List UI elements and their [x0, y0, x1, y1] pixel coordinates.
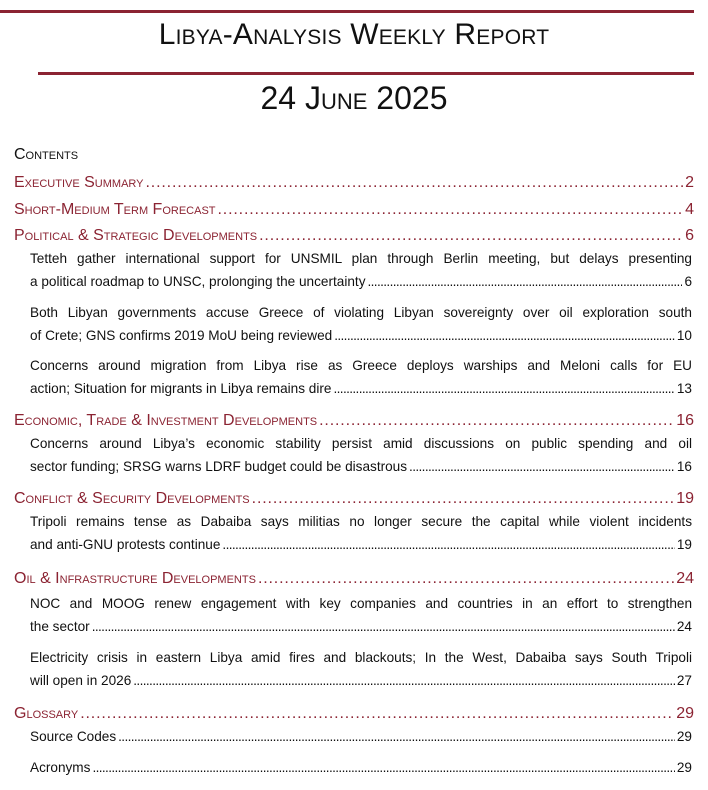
toc-entry-first-line[interactable]: Concerns around Libya’s economic stability persist amid discussions on public spending and oil — [30, 436, 692, 451]
toc-glossary[interactable] — [14, 705, 694, 723]
toc-leader — [133, 673, 675, 688]
toc-leader — [218, 201, 684, 219]
toc-entry-first-line[interactable]: Both Libyan governments accuse Greece of violating Libyan sovereignty over oil exploration south — [30, 305, 692, 320]
toc-oil[interactable] — [14, 570, 694, 588]
toc-leader — [334, 328, 675, 343]
toc-forecast[interactable] — [14, 201, 694, 219]
toc-entry[interactable] — [30, 619, 692, 634]
toc-source-codes[interactable] — [30, 729, 692, 744]
toc-page-number: 4 — [685, 201, 694, 218]
toc-leader — [409, 459, 675, 474]
toc-political[interactable] — [14, 227, 694, 245]
toc-page-number: 2 — [685, 174, 694, 191]
report-date: 24 June 2025 — [260, 80, 448, 116]
toc-page-number: 13 — [676, 381, 692, 396]
toc-entry-first-line[interactable]: Tetteh gather international support for UNSMIL plan through Berlin meeting, but delays presenting — [30, 251, 692, 266]
toc-entry[interactable] — [30, 328, 692, 343]
toc-entry-first-line[interactable]: Tripoli remains tense as Dabaiba says militias no longer secure the capital while violent incidents — [30, 514, 692, 529]
toc-leader — [333, 381, 674, 396]
toc-entry-label: Source Codes — [30, 729, 117, 744]
toc-page-number: 29 — [676, 760, 692, 775]
toc-section-label: Short-Medium Term Forecast — [14, 201, 216, 218]
toc-page-number: 16 — [676, 459, 692, 474]
toc-economic[interactable] — [14, 412, 694, 430]
toc-leader — [368, 274, 683, 289]
toc-leader — [92, 760, 674, 775]
toc-page-number: 19 — [676, 537, 692, 552]
toc-section-label: Executive Summary — [14, 174, 144, 191]
toc-leader — [118, 729, 675, 744]
toc-leader — [222, 537, 674, 552]
toc-leader — [258, 570, 674, 588]
toc-page-number: 10 — [676, 328, 692, 343]
toc-entry-first-line[interactable]: Concerns around migration from Libya rise as Greece deploys warships and Meloni calls for EU — [30, 358, 692, 373]
toc-section-label: Economic, Trade & Investment Developments — [14, 412, 318, 429]
toc-acronyms[interactable] — [30, 760, 692, 775]
toc-page-number: 29 — [676, 705, 694, 722]
toc-page-number: 6 — [684, 274, 692, 289]
toc-section-label: Oil & Infrastructure Developments — [14, 570, 256, 587]
toc-entry-label: the sector — [30, 619, 90, 634]
toc-entry[interactable] — [30, 459, 692, 474]
toc-leader — [80, 705, 674, 723]
top-rule — [0, 10, 694, 13]
report-title: Libya-Analysis Weekly Report — [158, 18, 550, 51]
toc-page-number: 6 — [685, 227, 694, 244]
toc-page-number: 24 — [676, 619, 692, 634]
toc-entry-label: a political roadmap to UNSC, prolonging the uncertainty — [30, 274, 366, 289]
toc-page-number: 29 — [676, 729, 692, 744]
toc-entry-label: of Crete; GNS confirms 2019 MoU being reviewed — [30, 328, 333, 343]
toc-leader — [92, 619, 675, 634]
toc-leader — [259, 227, 683, 245]
toc-page-number: 24 — [676, 570, 694, 587]
toc-entry[interactable] — [30, 673, 692, 688]
toc-entry-label: action; Situation for migrants in Libya remains dire — [30, 381, 332, 396]
toc-section-label: Political & Strategic Developments — [14, 227, 258, 244]
toc-executive-summary[interactable] — [14, 174, 694, 192]
toc-section-label: Conflict & Security Developments — [14, 490, 250, 507]
toc-page-number: 27 — [676, 673, 692, 688]
toc-section-label: Glossary — [14, 705, 79, 722]
toc-conflict[interactable] — [14, 490, 694, 508]
title-rule — [38, 72, 694, 75]
toc-leader — [319, 412, 674, 430]
toc-entry-first-line[interactable]: NOC and MOOG renew engagement with key companies and countries in an effort to strengthen — [30, 596, 692, 611]
toc-entry-label: Acronyms — [30, 760, 91, 775]
toc-leader — [146, 174, 684, 192]
toc-page-number: 19 — [676, 490, 694, 507]
contents-heading: Contents — [14, 146, 79, 163]
toc-leader — [252, 490, 675, 508]
toc-entry-first-line[interactable]: Electricity crisis in eastern Libya amid fires and blackouts; In the West, Dabaiba says South Tripoli — [30, 650, 692, 665]
toc-entry[interactable] — [30, 274, 692, 289]
toc-entry[interactable] — [30, 537, 692, 552]
toc-page-number: 16 — [676, 412, 694, 429]
toc-entry-label: sector funding; SRSG warns LDRF budget could be disastrous — [30, 459, 408, 474]
toc-entry-label: and anti-GNU protests continue — [30, 537, 221, 552]
toc-entry[interactable] — [30, 381, 692, 396]
toc-entry-label: will open in 2026 — [30, 673, 132, 688]
